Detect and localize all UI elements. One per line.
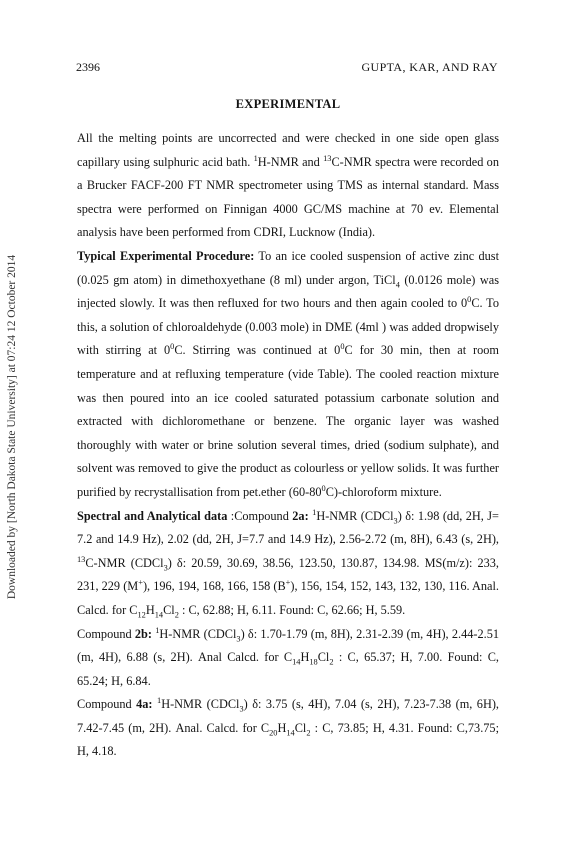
paragraph-spectral-2b: Compound 2b: $^1$H-NMR (CDCl$_3$) δ: 1.70-1.79 (m, 8H), 2.31-2.39 (m, 4H), 2.44-2.51 (m, 4H), 6.88 (s, 2H). Anal Calcd. for $C_{14}H_{18}Cl_2$ : C, 65.37; H, 7.00. Found: C, 65.24; H, 6.84. <box>77 625 499 688</box>
paragraph-spectral-4a: Compound 4a: $^1$H-NMR (CDCl$_3$) δ: 3.75 (s, 4H), 7.04 (s, 2H), 7.23-7.38 (m, 6H), 7.42-7.45 (m, 2H). Anal. Calcd. for $C_{20}H_{14}Cl_2$ : C, 73.85; H, 4.31. Found: C,73.75; H, 4.18. <box>77 696 499 759</box>
running-head: GUPTA, KAR, AND RAY <box>361 60 498 74</box>
paragraph-general: All the melting points are uncorrected and were checked in one side open glass capillary using sulphuric acid bath. $^1$H-NMR and $^{13}$C-NMR spectra were recorded on a Brucker FACF-200 FT NMR spectrometer using TMS as internal standard. Mass spectra were performed on Finnigan 4000 GC/MS machine at 70 ev. Elemental analysis have been performed from CDRI, Lucknow (India). <box>77 131 499 240</box>
page-number: 2396 <box>76 60 100 74</box>
spectral-heading: Spectral and Analytical data <box>77 508 228 523</box>
paragraph-procedure: Typical Experimental Procedure: To an ice cooled suspension of active zinc dust (0.025 gm atom) in dimethoxyethane (8 ml) under argon, TiCl$_4$ (0.0126 mole) was injected slowly. It was then refluxed for two hours and then again cooled to $0^0C$. To this, a solution of chloroaldehyde (0.003 mole) in DME (4ml ) was added dropwisely with stirring at $0^0C$. Stirring was continued at $0^0C$ for 30 min, then at room temperature and at refluxing temperature (vide Table). The cooled reaction mixture was then poured into an ice cooled saturated potassium carbonate solution and extracted with dichloromethane or benzene. The organic layer was washed thoroughly with water or brine solution several times, dried (sodium sulphate), and solvent was removed to give the product as colourless or yellow solids. It was further purified by recrystallisation from pet.ether $(60-80^0C)$-chloroform mixture. Spectral and Analytical data :Compound 2a: $^1$H-NMR (CDCl$_3$) δ: 1.98 (dd, 2H, J= 7.2 and 14.9 Hz), 2.02 (dd, 2H, J=7.7 and 14.9 Hz), 2.56-2.72 (m, 8H), 6.43 (s, 2H), $^{13}$C-NMR (CDCl$_3$) δ: 20.59, 30.69, 38.56, 123.50, 130.87, 134.98. MS(m/z): 233, 231, 229 (M+), 196, 194, 168, 166, 158 (B+), 156, 154, 152, 143, 132, 130, 116. Anal. Calcd. for $C_{12}H_{14}Cl_2$ : C, 62.88; H, 6.11. Found: C, 62.66; H, 5.59. Compound 2b: $^1$H-NMR (CDCl$_3$) δ: 1.70-1.79 (m, 8H), 2.31-2.39 (m, 4H), 2.44-2.51 (m, 4H), 6.88 (s, 2H). Anal Calcd. for $C_{14}H_{18}Cl_2$ : C, 65.37; H, 7.00. Found: C, 65.24; H, 6.84. Compound 4a: $^1$H-NMR (CDCl$_3$) δ: 3.75 (s, 4H), 7.04 (s, 2H), 7.23-7.38 (m, 6H), 7.42-7.45 (m, 2H). Anal. Calcd. for $C_{20}H_{14}Cl_2$ : C, 73.85; H, 4.31. Found: C,73.75; H, 4.18. <box>77 245 499 764</box>
download-watermark <box>4 236 20 618</box>
download-notice: Downloaded by [North Dakota State University] at 07:24 12 October 2014 <box>6 254 18 600</box>
paragraph-spectral-2a: Spectral and Analytical data :Compound 2a: $^1$H-NMR (CDCl$_3$) δ: 1.98 (dd, 2H, J= 7.2 and 14.9 Hz), 2.02 (dd, 2H, J=7.7 and 14.9 Hz), 2.56-2.72 (m, 8H), 6.43 (s, 2H), $^{13}$C-NMR (CDCl$_3$) δ: 20.59, 30.69, 38.56, 123.50, 130.87, 134.98. MS(m/z): 233, 231, 229 (M+), 196, 194, 168, 166, 158 (B+), 156, 154, 152, 143, 132, 130, 116. Anal. Calcd. for $C_{12}H_{14}Cl_2$ : C, 62.88; H, 6.11. Found: C, 62.66; H, 5.59. <box>77 507 500 620</box>
section-title: EXPERIMENTAL <box>235 97 341 111</box>
procedure-heading: Typical Experimental Procedure: <box>77 249 255 263</box>
